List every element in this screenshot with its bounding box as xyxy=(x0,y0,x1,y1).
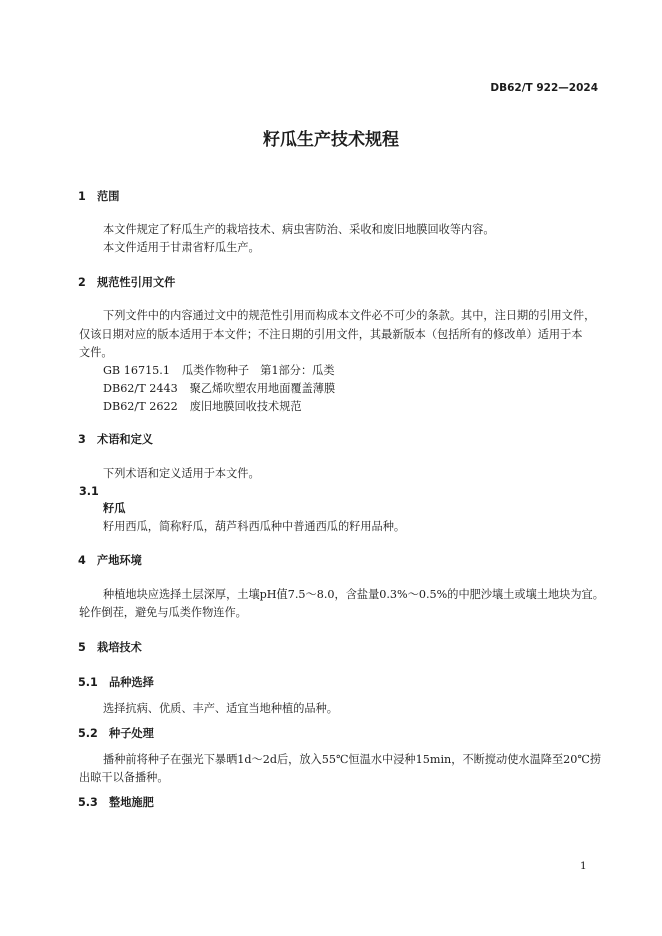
section-1-line: 本文件规定了籽瓜生产的栽培技术、病虫害防治、采收和废旧地膜回收等内容。 xyxy=(103,223,495,236)
subsection-5-3-number: 5.3 xyxy=(78,796,98,809)
page-number: 1 xyxy=(580,860,587,872)
reference-name: 聚乙烯吹塑农用地面覆盖薄膜 xyxy=(189,382,336,395)
standard-code: DB62/T 922—2024 xyxy=(490,82,598,94)
term-name: 籽瓜 xyxy=(103,502,126,515)
section-4-number: 4 xyxy=(78,554,86,567)
subsection-5-2-number: 5.2 xyxy=(78,727,98,740)
section-2-line: 仅该日期对应的版本适用于本文件；不注日期的引用文件，其最新版本（包括所有的修改单）适用于本 xyxy=(79,328,583,341)
section-4-line: 种植地块应选择土层深厚，土壤pH值7.5～8.0，含盐量0.3%～0.5%的中肥沙壤土或壤土地块为宜。 xyxy=(103,588,604,601)
section-1-number: 1 xyxy=(78,190,86,203)
subsection-5-2-line: 出晾干以备播种。 xyxy=(79,771,169,784)
section-1-line: 本文件适用于甘肃省籽瓜生产。 xyxy=(103,241,260,254)
reference-item xyxy=(103,399,302,415)
reference-code: DB62/T 2622 xyxy=(103,400,178,413)
section-1-heading: 范围 xyxy=(97,190,120,203)
subsection-5-3-heading: 整地施肥 xyxy=(109,796,154,809)
section-4-line: 轮作倒茬，避免与瓜类作物连作。 xyxy=(79,606,247,619)
section-2-line: 文件。 xyxy=(79,346,113,359)
section-3-number: 3 xyxy=(78,433,86,446)
section-5-number: 5 xyxy=(78,641,86,654)
reference-code: GB 16715.1 xyxy=(103,364,170,377)
subsection-5-2-line: 播种前将种子在强光下暴晒1d～2d后，放入55℃恒温水中浸种15min，不断搅动使水温降至20℃捞 xyxy=(103,753,602,766)
document-title: 籽瓜生产技术规程 xyxy=(263,130,399,150)
subsection-5-1-line: 选择抗病、优质、丰产、适宜当地种植的品种。 xyxy=(103,702,338,715)
section-2-line: 下列文件中的内容通过文中的规范性引用而构成本文件必不可少的条款。其中，注日期的引用文件， xyxy=(103,309,596,322)
reference-code: DB62/T 2443 xyxy=(103,382,178,395)
reference-name: 废旧地膜回收技术规范 xyxy=(189,400,302,413)
subsection-5-1-heading: 品种选择 xyxy=(109,676,154,689)
reference-item xyxy=(103,381,335,397)
section-3-intro: 下列术语和定义适用于本文件。 xyxy=(103,467,260,480)
reference-name: 瓜类作物种子 第1部分：瓜类 xyxy=(181,364,335,377)
term-definition: 籽用西瓜，简称籽瓜，葫芦科西瓜种中普通西瓜的籽用品种。 xyxy=(103,520,406,533)
subsection-5-2-heading: 种子处理 xyxy=(109,727,154,740)
section-3-heading: 术语和定义 xyxy=(97,433,153,446)
section-2-number: 2 xyxy=(78,276,86,289)
section-5-heading: 栽培技术 xyxy=(97,641,142,654)
reference-item xyxy=(103,363,335,379)
subsection-5-1-number: 5.1 xyxy=(78,676,98,689)
term-number: 3.1 xyxy=(79,485,99,498)
section-2-heading: 规范性引用文件 xyxy=(97,276,176,289)
section-4-heading: 产地环境 xyxy=(97,554,142,567)
